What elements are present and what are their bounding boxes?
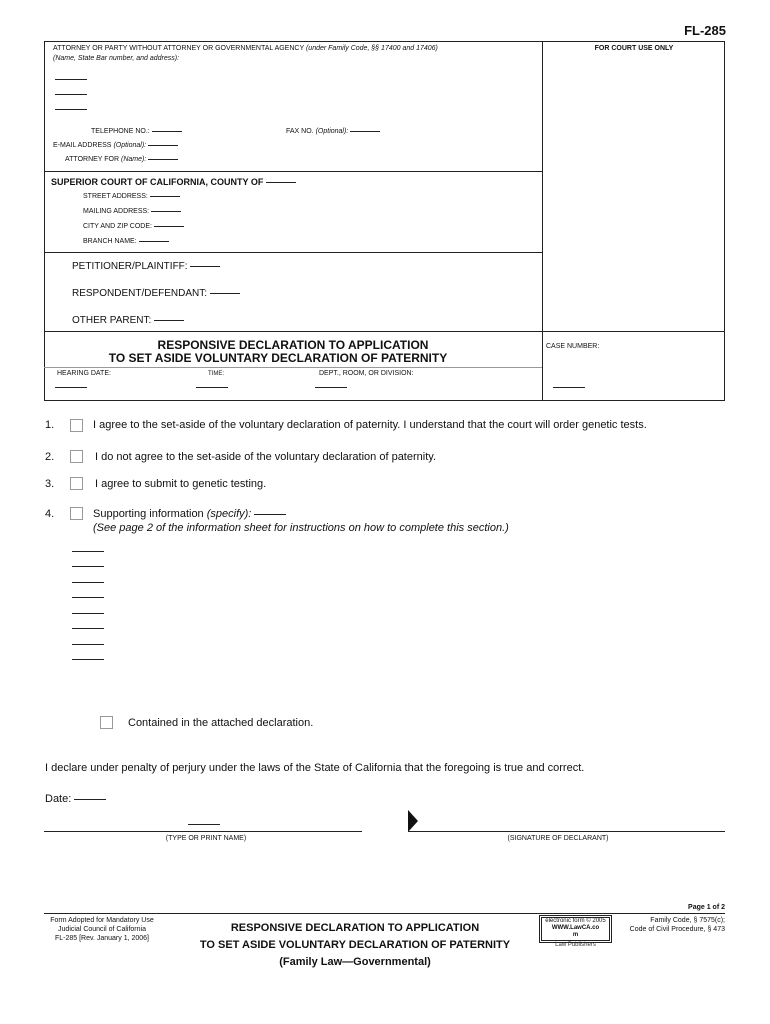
street-field[interactable] [150,196,180,197]
mailing-label: MAILING ADDRESS: [83,208,181,215]
footer-left: Form Adopted for Mandatory Use Judicial Council of California FL-285 [Rev. January 1, 2006] [50,917,154,942]
telephone-field[interactable] [152,131,182,132]
street-label: STREET ADDRESS: [83,193,180,200]
time-label: TIME: [208,371,224,377]
case-number-label: CASE NUMBER: [546,343,600,350]
hearing-date-field[interactable] [55,387,87,388]
court-use-only: FOR COURT USE ONLY [594,45,674,52]
item-1-text: I agree to the set-aside of the voluntary declaration of paternity. I understand that the court will order genetic tests. [93,419,647,431]
branch-label: BRANCH NAME: [83,238,169,245]
respondent-field[interactable] [210,293,240,294]
item-4-text: Supporting information (specify): [93,508,286,520]
footer-title-line1: RESPONSIVE DECLARATION TO APPLICATION [230,922,480,934]
publisher-stamp: electronic form © 2005 WWW.LawCA.co m [539,915,612,943]
fax-label: FAX NO. (Optional): [286,128,380,135]
attorney-address-field[interactable] [55,94,87,95]
time-field[interactable] [196,387,228,388]
supporting-line-5[interactable] [72,613,104,614]
form-title-line1: RESPONSIVE DECLARATION TO APPLICATION [157,338,429,352]
item-2-text: I do not agree to the set-aside of the voluntary declaration of paternity. [95,451,437,463]
footer-title-line2: TO SET ASIDE VOLUNTARY DECLARATION OF PATERNITY [199,939,511,951]
attached-checkbox[interactable] [100,716,113,729]
petitioner-label: PETITIONER/PLAINTIFF: [72,261,220,272]
dept-field[interactable] [315,387,347,388]
attorney-city-field[interactable] [55,109,87,110]
print-name-field[interactable] [188,824,220,825]
item-4-number: 4. [45,508,55,520]
attorney-header: ATTORNEY OR PARTY WITHOUT ATTORNEY OR GOVERNMENTAL AGENCY (under Family Code, §§ 17400 and 17406) [53,45,438,52]
item-2-number: 2. [45,451,55,463]
date-label: Date: [45,793,106,805]
supporting-line-1[interactable] [72,551,104,552]
attorney-for-label: ATTORNEY FOR (Name): [65,156,178,163]
supporting-line-2[interactable] [72,566,104,567]
item-3-text: I agree to submit to genetic testing. [95,478,267,490]
page-number: Page 1 of 2 [688,904,725,911]
city-field[interactable] [154,226,184,227]
case-number-field[interactable] [553,387,585,388]
other-parent-field[interactable] [154,320,184,321]
supporting-line-8[interactable] [72,659,104,660]
form-number: FL-285 [684,23,726,38]
supporting-line-6[interactable] [72,628,104,629]
attached-label: Contained in the attached declaration. [128,717,314,729]
hearing-date-label: HEARING DATE: [57,370,111,377]
email-label: E-MAIL ADDRESS (Optional): [53,142,178,149]
other-parent-label: OTHER PARENT: [72,315,184,326]
signature-arrow-icon [408,810,420,832]
item-4-note: (See page 2 of the information sheet for instructions on how to complete this section.) [93,522,509,534]
item-1-checkbox[interactable] [70,419,83,432]
stamp-publisher: Law Publishers [555,942,596,948]
signature-label: (SIGNATURE OF DECLARANT) [507,835,609,842]
dept-label: DEPT., ROOM, OR DIVISION: [319,370,414,377]
specify-field[interactable] [254,514,286,515]
attorney-name-field[interactable] [55,79,87,80]
fax-field[interactable] [350,131,380,132]
mailing-field[interactable] [151,211,181,212]
perjury-statement: I declare under penalty of perjury under the laws of the State of California that the foregoing is true and correct. [45,762,585,774]
supporting-line-3[interactable] [72,582,104,583]
city-label: CITY AND ZIP CODE: [83,223,184,230]
attorney-for-field[interactable] [148,159,178,160]
petitioner-field[interactable] [190,266,220,267]
supporting-line-4[interactable] [72,597,104,598]
telephone-label: TELEPHONE NO.: [91,128,182,135]
item-4-checkbox[interactable] [70,507,83,520]
supporting-line-7[interactable] [72,644,104,645]
respondent-label: RESPONDENT/DEFENDANT: [72,288,240,299]
item-2-checkbox[interactable] [70,450,83,463]
date-field[interactable] [74,799,106,800]
attorney-subheader: (Name, State Bar number, and address): [53,55,180,62]
item-3-number: 3. [45,478,55,490]
branch-field[interactable] [139,241,169,242]
county-field[interactable] [266,182,296,183]
court-title: SUPERIOR COURT OF CALIFORNIA, COUNTY OF [51,177,296,187]
print-name-label: (TYPE OR PRINT NAME) [165,835,247,842]
item-3-checkbox[interactable] [70,477,83,490]
footer-right: Family Code, § 7575(c); Code of Civil Procedure, § 473 [629,917,725,933]
email-field[interactable] [148,145,178,146]
item-1-number: 1. [45,419,55,431]
form-title-line2: TO SET ASIDE VOLUNTARY DECLARATION OF PATERNITY [108,351,448,365]
footer-title-line3: (Family Law—Governmental) [279,956,431,968]
